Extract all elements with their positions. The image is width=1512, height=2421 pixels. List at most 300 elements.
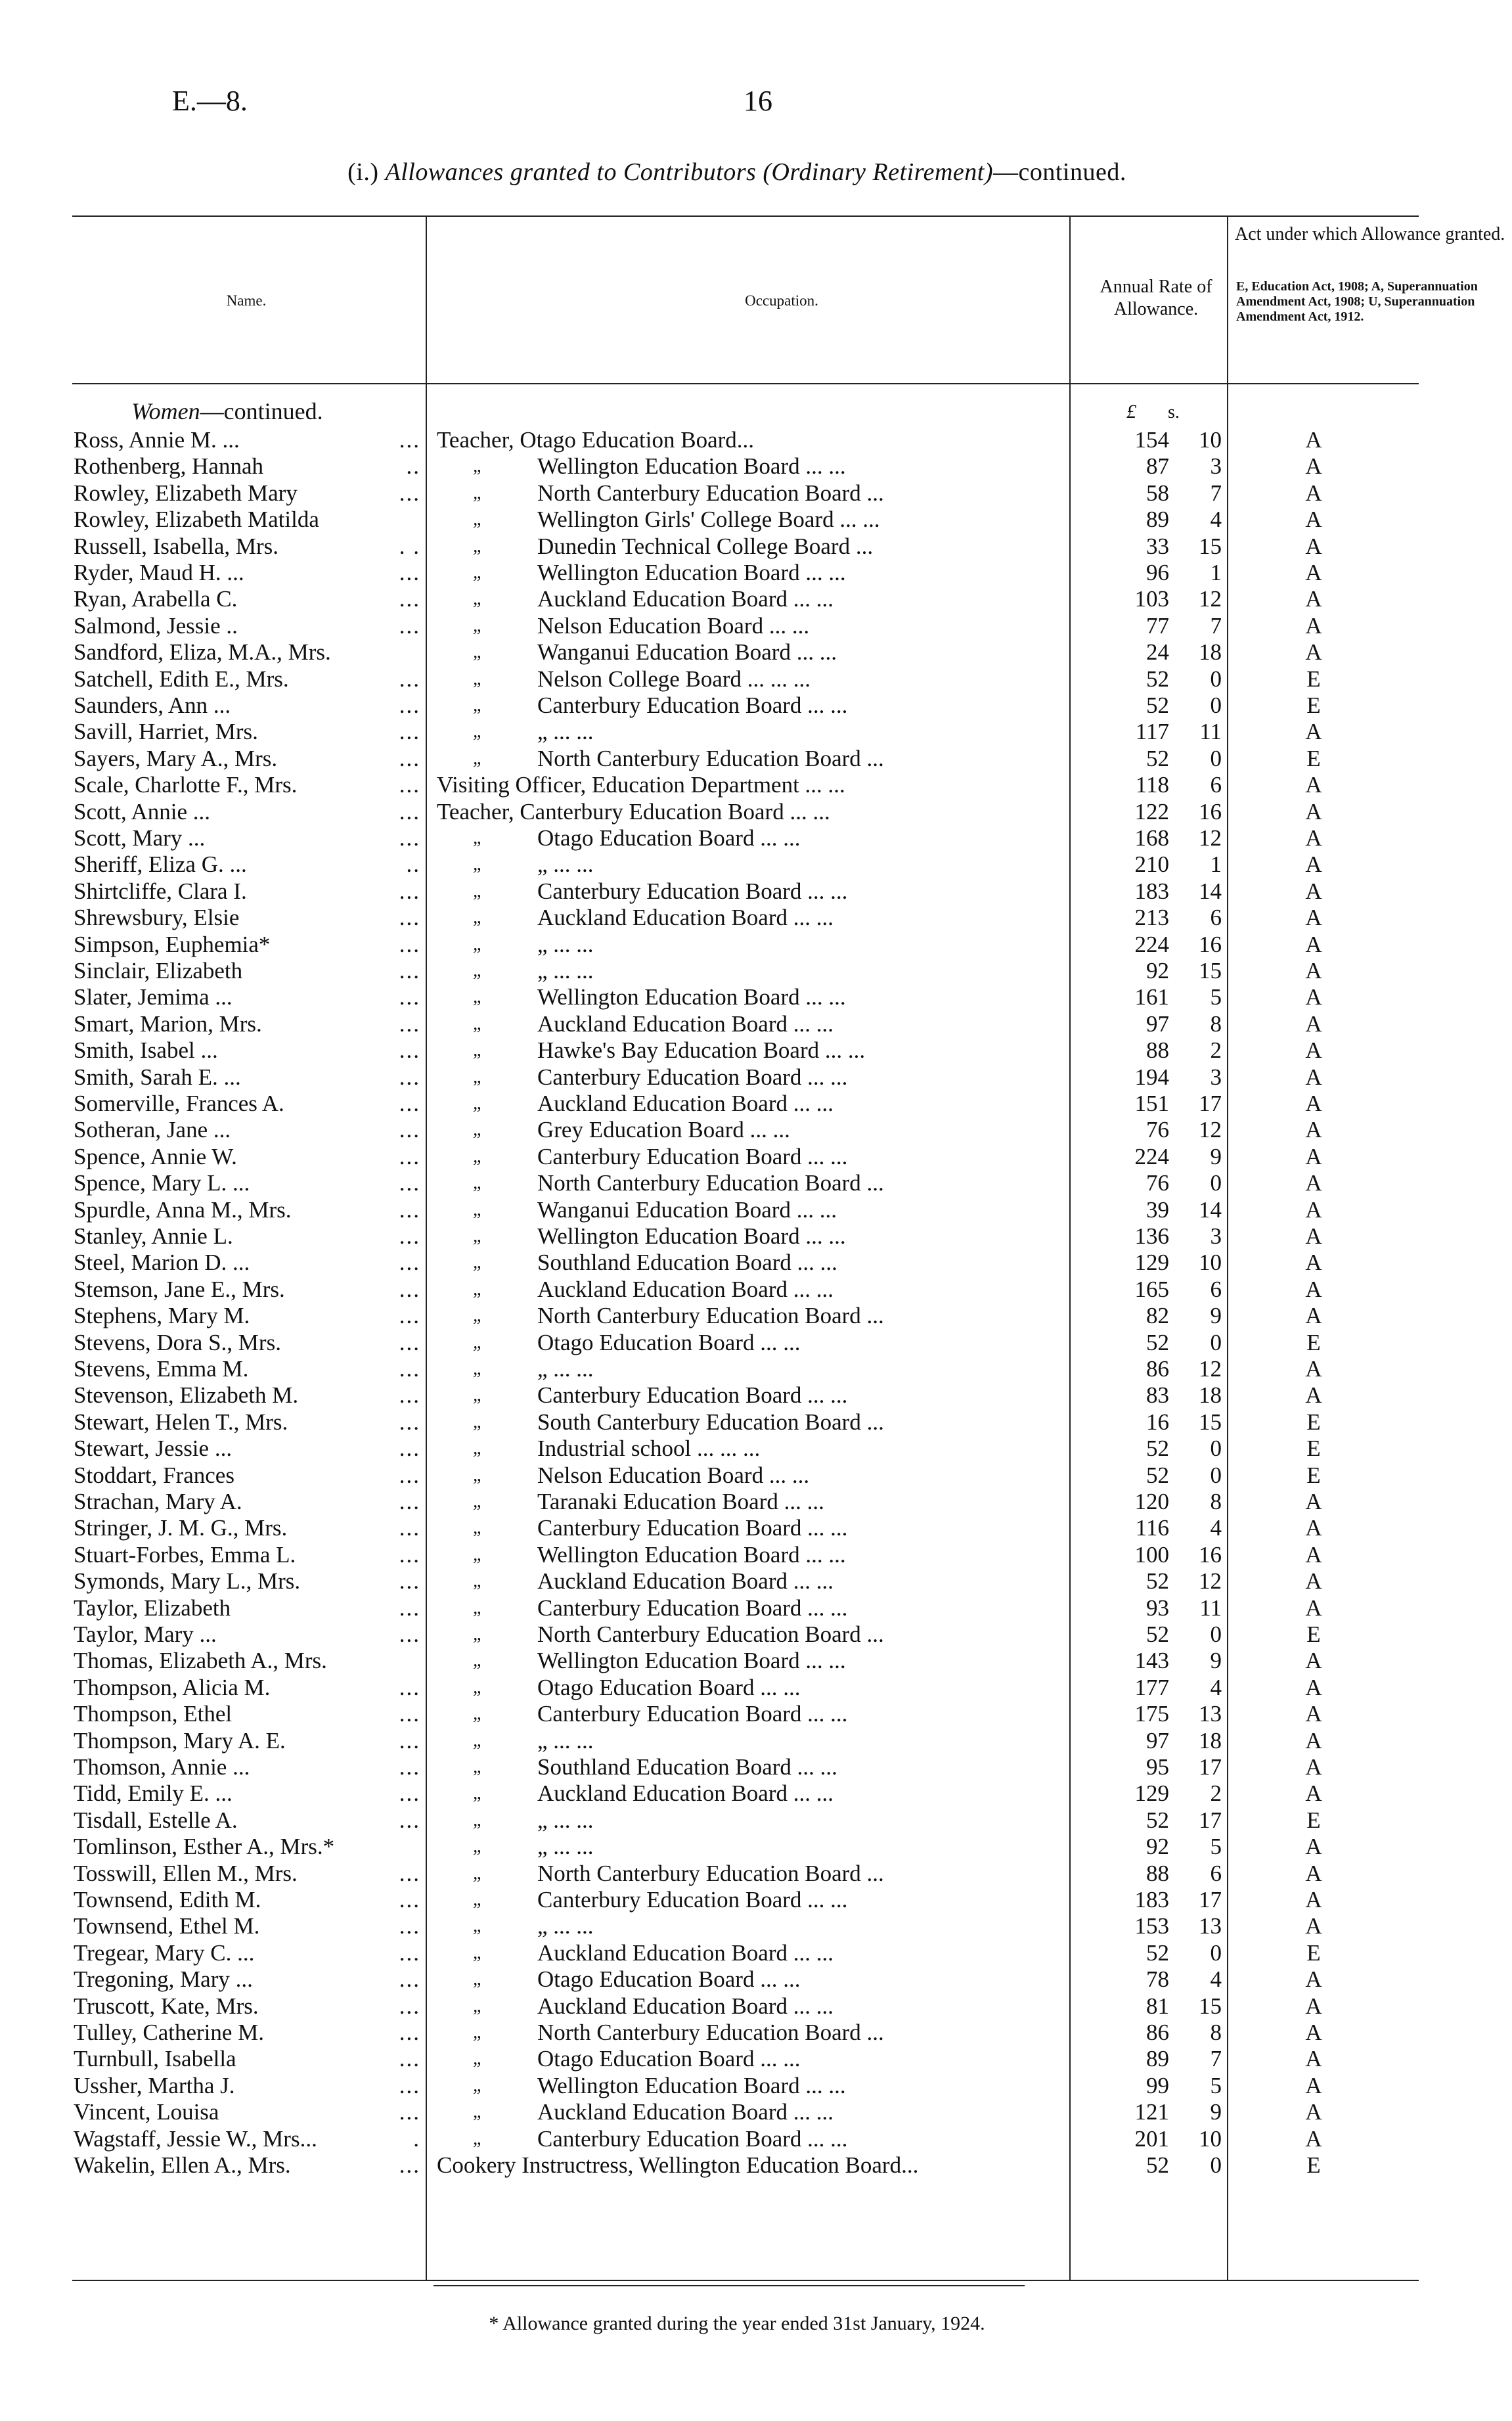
cell-shillings: 9 — [1210, 1143, 1222, 1169]
cell-leader-dots: ... — [399, 1329, 420, 1355]
cell-shillings: 4 — [1210, 1515, 1222, 1541]
cell-pounds: 52 — [1146, 1462, 1169, 1488]
cell-leader-dots: ... — [399, 427, 420, 453]
cell-leader-dots: ... — [399, 1913, 420, 1939]
cell-leader-dots: ... — [399, 1303, 420, 1329]
cell-ditto-mark: „ — [473, 1704, 483, 1725]
cell-act: A — [1305, 1568, 1322, 1595]
cell-act: A — [1305, 1037, 1322, 1064]
cell-shillings: 15 — [1199, 1409, 1222, 1435]
table-row — [0, 666, 1474, 692]
cell-ditto-mark: „ — [473, 1464, 483, 1485]
table-row — [0, 825, 1474, 851]
cell-shillings: 0 — [1210, 666, 1222, 692]
column-header-act-legend: E, Education Act, 1908; A, Superannuation Amendment Act, 1908; U, Superannuation Amendment Act, 1912. — [1236, 279, 1478, 324]
cell-name: Rowley, Elizabeth Mary — [74, 480, 298, 506]
cell-pounds: 143 — [1134, 1648, 1169, 1674]
cell-leader-dots: ... — [399, 1966, 420, 1993]
footnote: * Allowance granted during the year ended 31st January, 1924. — [489, 2313, 985, 2334]
cell-leader-dots: ... — [399, 1037, 420, 1064]
table-row — [0, 1091, 1474, 1117]
cell-occupation: South Canterbury Education Board ... — [537, 1409, 884, 1435]
cell-name: Sinclair, Elizabeth — [74, 958, 243, 984]
cell-ditto-mark: „ — [473, 509, 483, 530]
cell-occupation: „ ... ... — [537, 851, 594, 878]
table-row — [0, 507, 1474, 533]
cell-act: A — [1305, 2020, 1322, 2045]
cell-shillings: 5 — [1210, 2072, 1222, 2098]
cell-pounds: 129 — [1134, 1780, 1169, 1807]
cell-shillings: 18 — [1199, 639, 1222, 666]
table-row — [0, 453, 1474, 480]
table-row — [0, 905, 1474, 931]
cell-name: Townsend, Edith M. — [74, 1887, 261, 1912]
cell-leader-dots: ... — [399, 560, 420, 585]
cell-pounds: 183 — [1134, 878, 1169, 904]
cell-leader-dots: ... — [399, 1223, 420, 1249]
cell-pounds: 52 — [1146, 692, 1169, 718]
table-row — [0, 1197, 1474, 1223]
cell-name: Sayers, Mary A., Mrs. — [74, 745, 278, 771]
cell-shillings: 14 — [1199, 1196, 1222, 1223]
cell-pounds: 16 — [1146, 1409, 1169, 1435]
cell-shillings: 17 — [1199, 1807, 1222, 1833]
column-header-name: Name. — [226, 292, 267, 309]
cell-pounds: 103 — [1134, 586, 1169, 612]
table-row — [0, 1913, 1474, 1939]
cell-act: A — [1305, 1010, 1322, 1037]
cell-leader-dots: ... — [399, 1091, 420, 1116]
cell-name: Spurdle, Anna M., Mrs. — [74, 1196, 292, 1223]
cell-shillings: 6 — [1210, 905, 1222, 931]
cell-leader-dots: ... — [399, 692, 420, 718]
cell-ditto-mark: „ — [473, 1916, 483, 1937]
cell-occupation: „ ... ... — [537, 1356, 594, 1382]
table-row — [0, 613, 1474, 639]
cell-occupation: Auckland Education Board ... ... — [537, 1939, 834, 1966]
cell-pounds: 224 — [1134, 931, 1169, 957]
cell-act: E — [1306, 1621, 1321, 1647]
cell-act: A — [1305, 1489, 1322, 1514]
cell-shillings: 0 — [1210, 1170, 1222, 1196]
cell-occupation: „ ... ... — [537, 1913, 594, 1939]
table-row — [0, 533, 1474, 560]
cell-shillings: 5 — [1210, 1834, 1222, 1860]
cell-ditto-mark: „ — [473, 1597, 483, 1618]
table-row — [0, 1728, 1474, 1754]
cell-leader-dots: ... — [399, 1780, 420, 1807]
cell-leader-dots: ... — [399, 1541, 420, 1568]
cell-pounds: 83 — [1146, 1382, 1169, 1409]
cell-act: A — [1305, 427, 1322, 453]
cell-pounds: 116 — [1135, 1515, 1169, 1541]
cell-name: Simpson, Euphemia* — [74, 931, 271, 957]
table-row — [0, 1834, 1474, 1860]
cell-occupation: Wellington Education Board ... ... — [537, 1223, 846, 1249]
table-row — [0, 746, 1474, 772]
cell-name: Sandford, Eliza, M.A., Mrs. — [74, 639, 331, 666]
cell-pounds: 87 — [1146, 453, 1169, 480]
cell-ditto-mark: „ — [473, 1942, 483, 1963]
cell-leader-dots: . — [413, 2125, 420, 2152]
cell-occupation: North Canterbury Education Board ... — [537, 1170, 884, 1196]
table-row — [0, 2152, 1474, 2179]
cell-shillings: 4 — [1210, 507, 1222, 533]
cell-shillings: 16 — [1199, 1541, 1222, 1568]
cell-leader-dots: ... — [399, 1196, 420, 1223]
cell-ditto-mark: „ — [473, 1809, 483, 1830]
table-row — [0, 1144, 1474, 1170]
cell-shillings: 11 — [1199, 719, 1222, 745]
cell-ditto-mark: „ — [473, 828, 483, 848]
cell-pounds: 52 — [1146, 1568, 1169, 1595]
cell-name: Savill, Harriet, Mrs. — [74, 719, 258, 745]
table-row — [0, 560, 1474, 586]
cell-name: Wakelin, Ellen A., Mrs. — [74, 2152, 291, 2178]
cell-occupation: Canterbury Education Board ... ... — [537, 692, 848, 718]
cell-leader-dots: . . — [399, 533, 420, 559]
cell-act: A — [1305, 1356, 1322, 1382]
cell-act: E — [1306, 666, 1321, 692]
table-row — [0, 1250, 1474, 1276]
cell-shillings: 5 — [1210, 984, 1222, 1010]
cell-occupation: North Canterbury Education Board ... — [537, 1860, 884, 1886]
cell-ditto-mark: „ — [473, 1252, 483, 1273]
cell-shillings: 7 — [1210, 612, 1222, 639]
cell-act: A — [1305, 1382, 1322, 1409]
cell-occupation: Auckland Education Board ... ... — [537, 905, 834, 931]
cell-name: Thomas, Elizabeth A., Mrs. — [74, 1648, 327, 1674]
cell-leader-dots: ... — [399, 2020, 420, 2045]
table-row — [0, 639, 1474, 666]
cell-name: Stewart, Helen T., Mrs. — [74, 1409, 288, 1435]
cell-occupation: Wellington Education Board ... ... — [537, 1541, 846, 1568]
cell-act: A — [1305, 1595, 1322, 1621]
table-row — [0, 1887, 1474, 1913]
cell-act: E — [1306, 1329, 1321, 1355]
cell-shillings: 10 — [1199, 1250, 1222, 1276]
cell-occupation: North Canterbury Education Board ... — [537, 2020, 884, 2045]
cell-name: Tisdall, Estelle A. — [74, 1807, 238, 1833]
cell-ditto-mark: „ — [473, 482, 483, 503]
cell-leader-dots: ... — [399, 480, 420, 506]
cell-shillings: 4 — [1210, 1674, 1222, 1700]
cell-occupation: Wellington Girls' College Board ... ... — [537, 507, 880, 533]
table-row — [0, 692, 1474, 719]
cell-name: Taylor, Elizabeth — [74, 1595, 231, 1621]
cell-act: A — [1305, 1064, 1322, 1090]
cell-shillings: 1 — [1210, 560, 1222, 585]
cell-pounds: 224 — [1134, 1143, 1169, 1169]
cell-ditto-mark: „ — [473, 1757, 483, 1777]
cell-act: A — [1305, 1303, 1322, 1329]
column-header-act: Act under which Allowance granted. — [1235, 224, 1505, 244]
cell-ditto-mark: „ — [473, 1120, 483, 1141]
cell-shillings: 16 — [1199, 798, 1222, 825]
cell-occupation: „ ... ... — [537, 719, 594, 745]
cell-name: Stevenson, Elizabeth M. — [74, 1382, 299, 1409]
table-row — [0, 1568, 1474, 1595]
cell-pounds: 97 — [1146, 1010, 1169, 1037]
cell-act: A — [1305, 1674, 1322, 1700]
cell-leader-dots: ... — [399, 1489, 420, 1514]
cell-pounds: 118 — [1135, 772, 1169, 798]
cell-occupation: Wellington Education Board ... ... — [537, 453, 846, 480]
cell-name: Wagstaff, Jessie W., Mrs... — [74, 2125, 317, 2152]
title-main: Allowances granted to Contributors (Ordinary Retirement) — [385, 158, 993, 186]
cell-occupation: Canterbury Education Board ... ... — [537, 2125, 848, 2152]
table-row — [0, 1701, 1474, 1727]
cell-ditto-mark: „ — [473, 1278, 483, 1300]
cell-leader-dots: ... — [399, 1701, 420, 1727]
cell-act: A — [1305, 851, 1322, 878]
cell-shillings: 6 — [1210, 1276, 1222, 1302]
cell-ditto-mark: „ — [473, 1332, 483, 1353]
cell-name: Smith, Isabel ... — [74, 1037, 218, 1064]
cell-pounds: 76 — [1146, 1117, 1169, 1143]
cell-pounds: 88 — [1146, 1037, 1169, 1064]
cell-shillings: 3 — [1210, 1064, 1222, 1090]
cell-name: Stevens, Emma M. — [74, 1356, 249, 1382]
cell-pounds: 58 — [1146, 480, 1169, 506]
cell-occupation: „ ... ... — [537, 1834, 594, 1860]
cell-act: A — [1305, 2072, 1322, 2098]
cell-leader-dots: ... — [399, 2046, 420, 2072]
cell-name: Thompson, Ethel — [74, 1701, 233, 1727]
cell-name: Spence, Mary L. ... — [74, 1170, 250, 1196]
cell-ditto-mark: „ — [473, 1040, 483, 1061]
cell-pounds: 89 — [1146, 2046, 1169, 2072]
unit-shilling: s. — [1168, 402, 1180, 422]
cell-shillings: 18 — [1199, 1382, 1222, 1409]
cell-act: A — [1305, 639, 1322, 666]
cell-ditto-mark: „ — [473, 934, 483, 955]
table-row — [0, 2126, 1474, 2152]
cell-occupation: Dunedin Technical College Board ... — [537, 533, 874, 559]
cell-leader-dots: ... — [399, 1887, 420, 1912]
cell-ditto-mark: „ — [473, 2048, 483, 2070]
cell-pounds: 153 — [1134, 1913, 1169, 1939]
cell-act: A — [1305, 1834, 1322, 1860]
cell-occupation: Teacher, Canterbury Education Board ... ... — [437, 798, 830, 825]
cell-shillings: 0 — [1210, 1621, 1222, 1647]
cell-leader-dots: ... — [399, 1674, 420, 1700]
cell-name: Rowley, Elizabeth Matilda — [74, 507, 319, 533]
table-row — [0, 1993, 1474, 2020]
cell-act: E — [1306, 1409, 1321, 1435]
cell-ditto-mark: „ — [473, 2022, 483, 2043]
cell-leader-dots: ... — [399, 1117, 420, 1143]
cell-leader-dots: ... — [399, 745, 420, 771]
section-heading-rest: —continued. — [200, 398, 323, 424]
cell-leader-dots: ... — [399, 1170, 420, 1196]
cell-act: A — [1305, 2099, 1322, 2125]
cell-ditto-mark: „ — [473, 1889, 483, 1910]
cell-name: Ross, Annie M. ... — [74, 427, 240, 453]
cell-pounds: 165 — [1134, 1276, 1169, 1302]
cell-pounds: 86 — [1146, 1356, 1169, 1382]
cell-pounds: 129 — [1134, 1250, 1169, 1276]
cell-name: Stemson, Jane E., Mrs. — [74, 1276, 285, 1302]
section-heading-italic: Women — [131, 398, 200, 424]
cell-act: E — [1306, 745, 1321, 771]
cell-leader-dots: ... — [399, 931, 420, 957]
column-headers — [72, 223, 1505, 384]
cell-name: Shrewsbury, Elsie — [74, 905, 240, 931]
cell-act: A — [1305, 2125, 1322, 2152]
cell-ditto-mark: „ — [473, 456, 483, 477]
cell-act: A — [1305, 1143, 1322, 1169]
table-row — [0, 1966, 1474, 1993]
cell-pounds: 88 — [1146, 1860, 1169, 1886]
table-row — [0, 984, 1474, 1010]
cell-leader-dots: ... — [399, 1727, 420, 1754]
cell-act: A — [1305, 560, 1322, 585]
cell-name: Townsend, Ethel M. — [74, 1913, 260, 1939]
cell-name: Scott, Annie ... — [74, 798, 211, 825]
cell-name: Stephens, Mary M. — [74, 1303, 250, 1329]
cell-act: A — [1305, 1754, 1322, 1780]
cell-pounds: 161 — [1134, 984, 1169, 1010]
cell-leader-dots: ... — [399, 1621, 420, 1647]
cell-occupation: Wellington Education Board ... ... — [537, 560, 846, 585]
cell-ditto-mark: „ — [473, 1730, 483, 1751]
cell-act: A — [1305, 1993, 1322, 2019]
table-row — [0, 586, 1474, 612]
cell-name: Tregoning, Mary ... — [74, 1966, 253, 1993]
cell-pounds: 121 — [1134, 2099, 1169, 2125]
table-row — [0, 958, 1474, 984]
cell-ditto-mark: „ — [473, 961, 483, 981]
cell-ditto-mark: „ — [473, 2128, 483, 2149]
cell-occupation: Auckland Education Board ... ... — [537, 1780, 834, 1807]
cell-occupation: Canterbury Education Board ... ... — [537, 1887, 848, 1912]
cell-leader-dots: ... — [399, 1409, 420, 1435]
cell-name: Somerville, Frances A. — [74, 1091, 284, 1116]
cell-leader-dots: ... — [399, 2099, 420, 2125]
cell-ditto-mark: „ — [473, 1571, 483, 1592]
table-row — [0, 1648, 1474, 1674]
table-row — [0, 799, 1474, 825]
cell-leader-dots: ... — [399, 2152, 420, 2178]
cell-pounds: 183 — [1134, 1887, 1169, 1912]
cell-act: A — [1305, 1780, 1322, 1807]
cell-ditto-mark: „ — [473, 615, 483, 636]
cell-name: Scale, Charlotte F., Mrs. — [74, 772, 298, 798]
cell-occupation: North Canterbury Education Board ... — [537, 480, 884, 506]
cell-pounds: 39 — [1146, 1196, 1169, 1223]
cell-leader-dots: ... — [399, 1568, 420, 1595]
cell-name: Taylor, Mary ... — [74, 1621, 217, 1647]
cell-ditto-mark: „ — [473, 2075, 483, 2096]
cell-name: Stewart, Jessie ... — [74, 1436, 233, 1462]
table-row — [0, 932, 1474, 958]
table-row — [0, 1064, 1474, 1091]
table-row — [0, 1223, 1474, 1250]
cell-pounds: 117 — [1135, 719, 1169, 745]
cell-shillings: 0 — [1210, 2152, 1222, 2178]
table-row — [0, 1170, 1474, 1196]
cell-act: A — [1305, 1250, 1322, 1276]
cell-leader-dots: ... — [399, 2072, 420, 2098]
cell-name: Steel, Marion D. ... — [74, 1250, 250, 1276]
cell-ditto-mark: „ — [473, 1226, 483, 1246]
table-row — [0, 1330, 1474, 1356]
cell-pounds: 86 — [1146, 2020, 1169, 2045]
cell-leader-dots: ... — [399, 1754, 420, 1780]
cell-pounds: 97 — [1146, 1727, 1169, 1754]
cell-act: E — [1306, 692, 1321, 718]
cell-shillings: 3 — [1210, 453, 1222, 480]
cell-name: Thompson, Mary A. E. — [74, 1727, 286, 1754]
cell-occupation: Wellington Education Board ... ... — [537, 984, 846, 1010]
cell-name: Smith, Sarah E. ... — [74, 1064, 241, 1090]
table-row — [0, 851, 1474, 878]
cell-act: A — [1305, 772, 1322, 798]
table-row — [0, 2020, 1474, 2046]
cell-occupation: Taranaki Education Board ... ... — [537, 1489, 824, 1514]
cell-leader-dots: ... — [399, 984, 420, 1010]
cell-occupation: Canterbury Education Board ... ... — [537, 1143, 848, 1169]
table-row — [0, 2073, 1474, 2099]
cell-shillings: 18 — [1199, 1727, 1222, 1754]
cell-occupation: North Canterbury Education Board ... — [537, 1621, 884, 1647]
cell-act: A — [1305, 1648, 1322, 1674]
cell-name: Sheriff, Eliza G. ... — [74, 851, 247, 878]
cell-name: Ussher, Martha J. — [74, 2072, 235, 2098]
cell-shillings: 0 — [1210, 1939, 1222, 1966]
cell-name: Thomson, Annie ... — [74, 1754, 250, 1780]
cell-pounds: 24 — [1146, 639, 1169, 666]
cell-pounds: 95 — [1146, 1754, 1169, 1780]
column-header-rate: Annual Rate of Allowance. — [1100, 277, 1212, 319]
cell-name: Rothenberg, Hannah — [74, 453, 264, 480]
cell-shillings: 6 — [1210, 772, 1222, 798]
cell-occupation: „ ... ... — [537, 931, 594, 957]
cell-name: Stanley, Annie L. — [74, 1223, 233, 1249]
cell-pounds: 177 — [1134, 1674, 1169, 1700]
cell-shillings: 2 — [1210, 1037, 1222, 1064]
cell-pounds: 194 — [1134, 1064, 1169, 1090]
cell-pounds: 52 — [1146, 745, 1169, 771]
cell-pounds: 93 — [1146, 1595, 1169, 1621]
cell-ditto-mark: „ — [473, 1173, 483, 1194]
cell-name: Thompson, Alicia M. — [74, 1674, 271, 1700]
cell-ditto-mark: „ — [473, 1013, 483, 1034]
cell-leader-dots: ... — [399, 1356, 420, 1382]
cell-ditto-mark: „ — [473, 1624, 483, 1644]
cell-shillings: 1 — [1210, 851, 1222, 878]
cell-name: Vincent, Louisa — [74, 2099, 219, 2125]
cell-ditto-mark: „ — [473, 589, 483, 610]
table-bottom-rule — [72, 2280, 1419, 2281]
cell-act: A — [1305, 2046, 1322, 2072]
cell-leader-dots: ... — [399, 1807, 420, 1833]
cell-ditto-mark: „ — [473, 1438, 483, 1459]
cell-act: A — [1305, 1913, 1322, 1939]
page-title — [0, 158, 1474, 187]
cell-shillings: 17 — [1199, 1754, 1222, 1780]
cell-shillings: 6 — [1210, 1860, 1222, 1886]
cell-pounds: 99 — [1146, 2072, 1169, 2098]
cell-shillings: 15 — [1199, 533, 1222, 559]
cell-act: A — [1305, 1170, 1322, 1196]
cell-occupation: Auckland Education Board ... ... — [537, 1010, 834, 1037]
cell-occupation: Canterbury Education Board ... ... — [537, 1701, 848, 1727]
page-header — [172, 84, 1223, 137]
cell-name: Russell, Isabella, Mrs. — [74, 533, 279, 559]
cell-shillings: 14 — [1199, 878, 1222, 904]
